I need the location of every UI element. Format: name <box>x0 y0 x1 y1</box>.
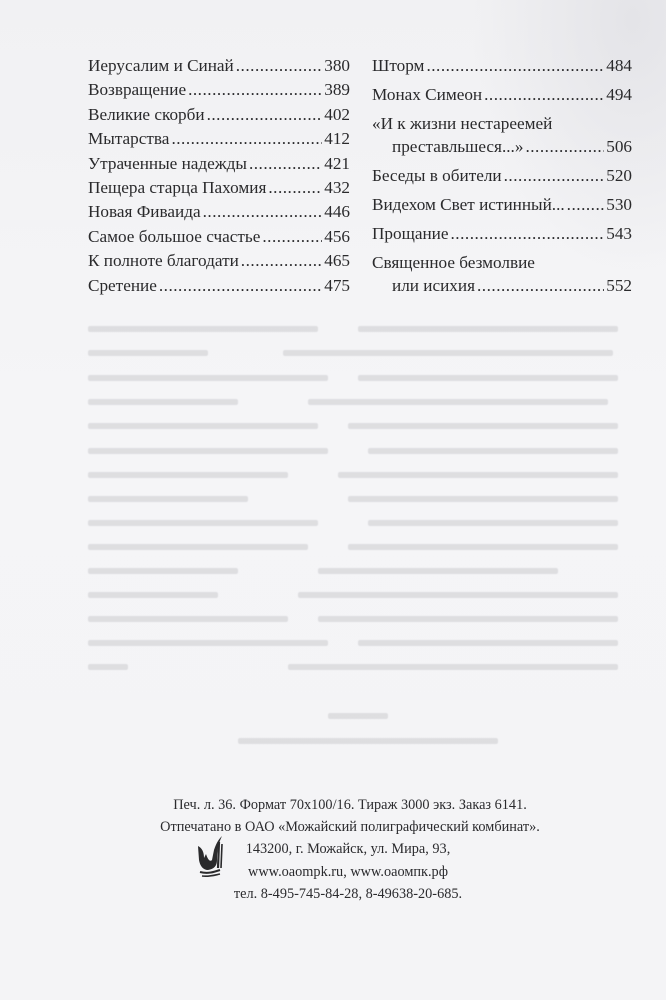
toc-entry <box>88 152 350 176</box>
toc-entry-title: Видехом Свет истинный... <box>372 194 565 214</box>
toc-entry <box>88 274 350 298</box>
toc-entry-title: Утраченные надежды <box>88 153 247 173</box>
dot-leader <box>203 200 323 224</box>
toc-entry-title: Новая Фиваида <box>88 202 201 222</box>
dot-leader <box>477 274 604 297</box>
toc-entry <box>372 193 632 217</box>
toc-entry-page: 465 <box>324 251 350 271</box>
toc-entry <box>88 127 350 151</box>
toc-entry-page: 494 <box>606 84 632 104</box>
toc-entry-title: Самое большое счастье <box>88 226 261 246</box>
toc-entry-page: 475 <box>324 275 350 295</box>
toc-entry-title: Шторм <box>372 56 425 75</box>
toc-entry-title: Сретение <box>88 275 157 295</box>
toc-entry-multiline <box>372 251 632 297</box>
toc-entry-page: 484 <box>606 56 632 75</box>
toc-entry-title: Пещера старца Пахомия <box>88 177 267 197</box>
toc-entry-page: 412 <box>324 129 350 149</box>
dot-leader <box>525 135 604 158</box>
dot-leader <box>159 274 322 298</box>
imprint-format-line: Печ. л. 36. Формат 70x100/16. Тираж 3000 экз. Заказ 6141. <box>173 797 527 813</box>
toc-right-column <box>372 54 632 303</box>
toc-entry-page: 506 <box>606 136 632 156</box>
dot-leader <box>207 103 323 127</box>
dot-leader <box>241 249 322 273</box>
toc-entry-page: 456 <box>324 226 350 246</box>
toc-entry-page: 389 <box>324 80 350 100</box>
toc-entry-title-line2: преставльшеся...» <box>392 136 524 156</box>
dot-leader <box>426 54 604 78</box>
toc-entry-title: Великие скорби <box>88 104 205 124</box>
toc-left-column <box>88 54 350 298</box>
dot-leader <box>268 176 322 200</box>
imprint-website-line: www.oaompk.ru, www.оаомпк.рф <box>248 863 448 880</box>
toc-entry <box>372 222 632 246</box>
toc-entry-page: 530 <box>606 194 632 214</box>
imprint-phone-line: тел. 8-495-745-84-28, 8-49638-20-685. <box>233 885 463 902</box>
toc-entry <box>372 54 632 78</box>
toc-entry-page: 543 <box>606 223 632 243</box>
toc-entry-multiline <box>372 112 632 158</box>
toc-entry-title-line1: Священное безмолвие <box>372 252 535 272</box>
toc-entry <box>372 164 632 188</box>
dot-leader <box>249 152 322 176</box>
toc-entry-page: 402 <box>324 104 350 124</box>
toc-entry <box>88 54 350 78</box>
toc-entry-title: Прощание <box>372 223 449 243</box>
dot-leader <box>484 83 604 107</box>
dot-leader <box>236 54 322 78</box>
toc-entry <box>88 225 350 249</box>
toc-entry <box>372 83 632 107</box>
toc-entry-page: 380 <box>324 56 350 75</box>
imprint-block <box>0 794 666 905</box>
toc-entry-title: Беседы в обители <box>372 165 502 185</box>
imprint-printer-line: Отпечатано в ОАО «Можайский полиграфический комбинат». <box>160 819 540 836</box>
dot-leader <box>188 78 322 102</box>
dot-leader <box>504 164 605 188</box>
toc-entry <box>88 200 350 224</box>
toc-entry-page: 552 <box>606 275 632 295</box>
toc-entry <box>88 103 350 127</box>
toc-entry <box>88 176 350 200</box>
reverse-side-show-through <box>88 318 628 778</box>
toc-entry-page: 432 <box>324 177 350 197</box>
dot-leader <box>262 225 322 249</box>
toc-entry-page: 520 <box>606 165 632 185</box>
dot-leader <box>451 222 605 246</box>
toc-entry-title-line1: «И к жизни нестареемей <box>372 113 553 133</box>
toc-entry-title: Возвращение <box>88 80 187 100</box>
toc-entry-title: Мытарства <box>88 129 170 149</box>
printing-house-logo-icon <box>196 834 226 878</box>
toc-entry-title-line2: или исихия <box>392 275 475 295</box>
dot-leader <box>567 193 605 217</box>
dot-leader <box>171 127 322 151</box>
toc-entry-title: Иерусалим и Синай <box>88 56 234 75</box>
toc-entry-title: К полноте благодати <box>88 251 239 271</box>
toc-entry <box>88 78 350 102</box>
toc-entry-title: Монах Симеон <box>372 84 483 104</box>
toc-entry <box>88 249 350 273</box>
toc-entry-page: 421 <box>324 153 350 173</box>
toc-entry-page: 446 <box>324 202 350 222</box>
imprint-address-line: 143200, г. Можайск, ул. Мира, 93, <box>245 841 451 858</box>
